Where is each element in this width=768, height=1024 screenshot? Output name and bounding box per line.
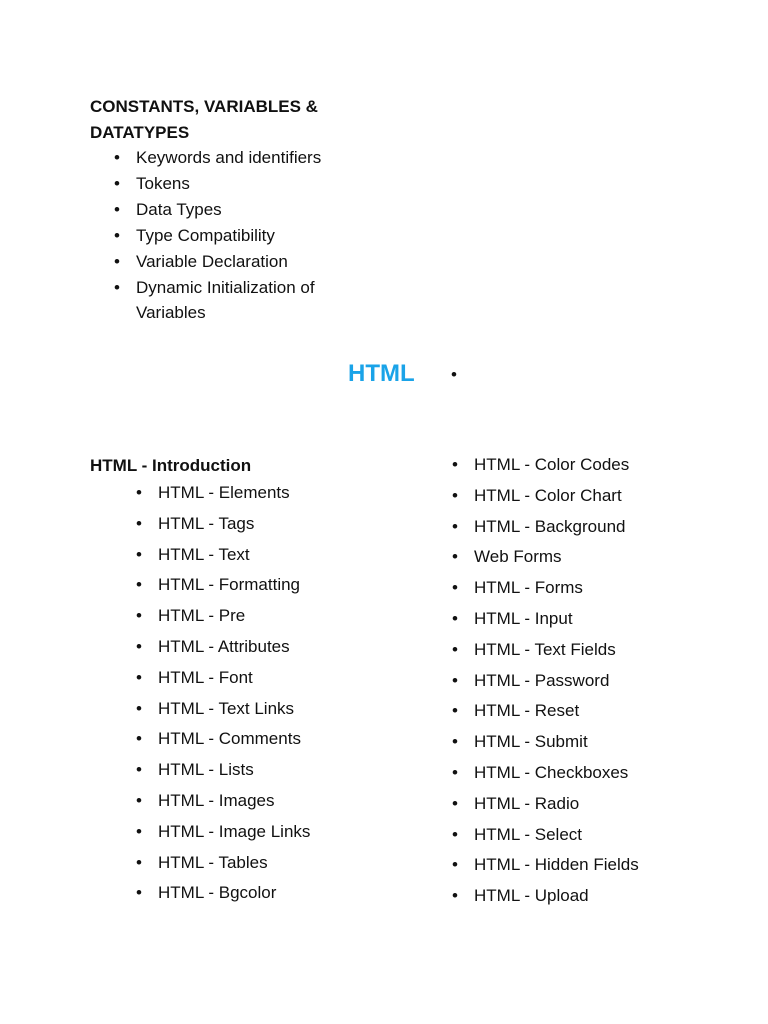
list-item xyxy=(114,197,356,223)
html-intro-heading: HTML - Introduction xyxy=(90,456,252,475)
list-item xyxy=(136,724,310,755)
bullet-icon: • xyxy=(136,760,142,780)
list-item-label: HTML - Upload xyxy=(474,886,589,906)
list-item xyxy=(136,755,310,786)
list-item xyxy=(136,478,310,509)
list-item xyxy=(114,275,356,325)
list-item-label: HTML - Comments xyxy=(158,729,301,749)
list-item-label: HTML - Input xyxy=(474,608,573,628)
list-item xyxy=(452,512,639,543)
list-item-label: HTML - Pre xyxy=(158,606,246,626)
list-item-label: HTML - Password xyxy=(474,670,610,690)
bullet-icon: • xyxy=(452,485,458,505)
bullet-icon: • xyxy=(452,670,458,690)
bullet-icon: • xyxy=(452,886,458,906)
list-item xyxy=(452,696,639,727)
list-item-label: HTML - Checkboxes xyxy=(474,762,629,782)
list-item xyxy=(452,666,639,697)
list-item xyxy=(136,509,310,540)
bullet-icon: • xyxy=(451,365,457,384)
list-item xyxy=(452,758,639,789)
bullet-icon: • xyxy=(452,824,458,844)
list-item xyxy=(136,601,310,632)
html-topic-list-right xyxy=(452,450,639,912)
list-item xyxy=(136,786,310,817)
list-item-label: HTML - Image Links xyxy=(158,821,311,841)
list-item xyxy=(136,878,310,909)
list-item xyxy=(452,542,639,573)
list-item xyxy=(136,848,310,879)
list-item-label: HTML - Font xyxy=(158,667,253,687)
list-item-label: HTML - Elements xyxy=(158,483,290,502)
list-item xyxy=(452,450,639,481)
bullet-icon: • xyxy=(452,639,458,659)
bullet-icon: • xyxy=(452,762,458,782)
bullet-icon: • xyxy=(136,483,142,502)
bullet-icon: • xyxy=(136,790,142,810)
bullet-icon: • xyxy=(452,732,458,752)
list-item-label: HTML - Text xyxy=(158,544,250,564)
list-item xyxy=(136,817,311,848)
list-item xyxy=(452,635,639,666)
list-item xyxy=(136,663,310,694)
list-item-label: HTML - Text Links xyxy=(158,698,295,718)
list-item-label: HTML - Hidden Fields xyxy=(474,855,639,875)
bullet-icon: • xyxy=(114,174,120,193)
list-item xyxy=(452,881,639,912)
list-item xyxy=(136,540,310,571)
bullet-icon: • xyxy=(452,793,458,813)
bullet-icon: • xyxy=(452,455,458,474)
bullet-icon: • xyxy=(452,608,458,628)
bullet-icon: • xyxy=(452,855,458,875)
bullet-icon: • xyxy=(136,729,142,749)
list-item xyxy=(452,573,639,604)
list-item-label: HTML - Tables xyxy=(158,852,268,872)
list-item-label: Keywords and identifiers xyxy=(136,148,322,167)
list-item xyxy=(136,632,310,663)
list-item-label: Tokens xyxy=(136,174,190,193)
list-item-label: HTML - Select xyxy=(474,824,583,844)
bullet-icon: • xyxy=(136,883,142,903)
list-item-label: HTML - Color Chart xyxy=(474,485,622,505)
html-section-title: HTML xyxy=(348,360,415,387)
list-item xyxy=(114,145,356,171)
bullet-icon: • xyxy=(136,667,142,687)
list-item xyxy=(452,850,639,881)
list-item-label: Data Types xyxy=(136,200,222,219)
list-item xyxy=(452,820,639,851)
list-item-label: HTML - Tags xyxy=(158,513,255,533)
list-item-label: HTML - Lists xyxy=(158,760,254,780)
list-item xyxy=(114,171,356,197)
list-item-label: Web Forms xyxy=(474,547,562,567)
bullet-icon: • xyxy=(114,278,120,297)
list-item-label: HTML - Color Codes xyxy=(474,455,630,474)
bullet-icon: • xyxy=(136,852,142,872)
list-item xyxy=(452,727,639,758)
list-item xyxy=(452,481,639,512)
bullet-icon: • xyxy=(452,547,458,567)
bullet-icon: • xyxy=(136,606,142,626)
list-item-label: Variable Declaration xyxy=(136,252,288,271)
list-item-label: HTML - Attributes xyxy=(158,636,290,656)
bullet-icon: • xyxy=(136,575,142,595)
list-item-label: Dynamic Initialization of Variables xyxy=(136,278,315,322)
bullet-icon: • xyxy=(114,200,120,219)
bullet-icon: • xyxy=(452,701,458,721)
bullet-icon: • xyxy=(114,148,120,167)
list-item-label: HTML - Formatting xyxy=(158,575,301,595)
bullet-icon: • xyxy=(452,516,458,536)
list-item-label: HTML - Background xyxy=(474,516,626,536)
list-item-label: HTML - Bgcolor xyxy=(158,883,277,903)
bullet-icon: • xyxy=(136,544,142,564)
list-item-label: Type Compatibility xyxy=(136,226,275,245)
list-item xyxy=(114,249,356,275)
bullet-icon: • xyxy=(136,513,142,533)
list-item xyxy=(452,789,639,820)
list-item xyxy=(452,604,639,635)
bullet-icon: • xyxy=(136,698,142,718)
list-item-label: HTML - Reset xyxy=(474,701,580,721)
list-item xyxy=(136,694,310,725)
list-item-label: HTML - Forms xyxy=(474,578,583,598)
bullet-icon: • xyxy=(452,578,458,598)
list-item xyxy=(136,570,310,601)
list-item xyxy=(114,223,356,249)
constants-section-title: CONSTANTS, VARIABLES & DATATYPES xyxy=(90,97,318,142)
bullet-icon: • xyxy=(136,821,142,841)
list-item-label: HTML - Submit xyxy=(474,732,588,752)
constants-topic-list xyxy=(114,145,356,325)
list-item-label: HTML - Text Fields xyxy=(474,639,616,659)
bullet-icon: • xyxy=(114,226,120,245)
bullet-icon: • xyxy=(136,636,142,656)
bullet-icon: • xyxy=(114,252,120,271)
list-item-label: HTML - Images xyxy=(158,790,275,810)
list-item-label: HTML - Radio xyxy=(474,793,580,813)
html-topic-list-left xyxy=(136,478,311,909)
